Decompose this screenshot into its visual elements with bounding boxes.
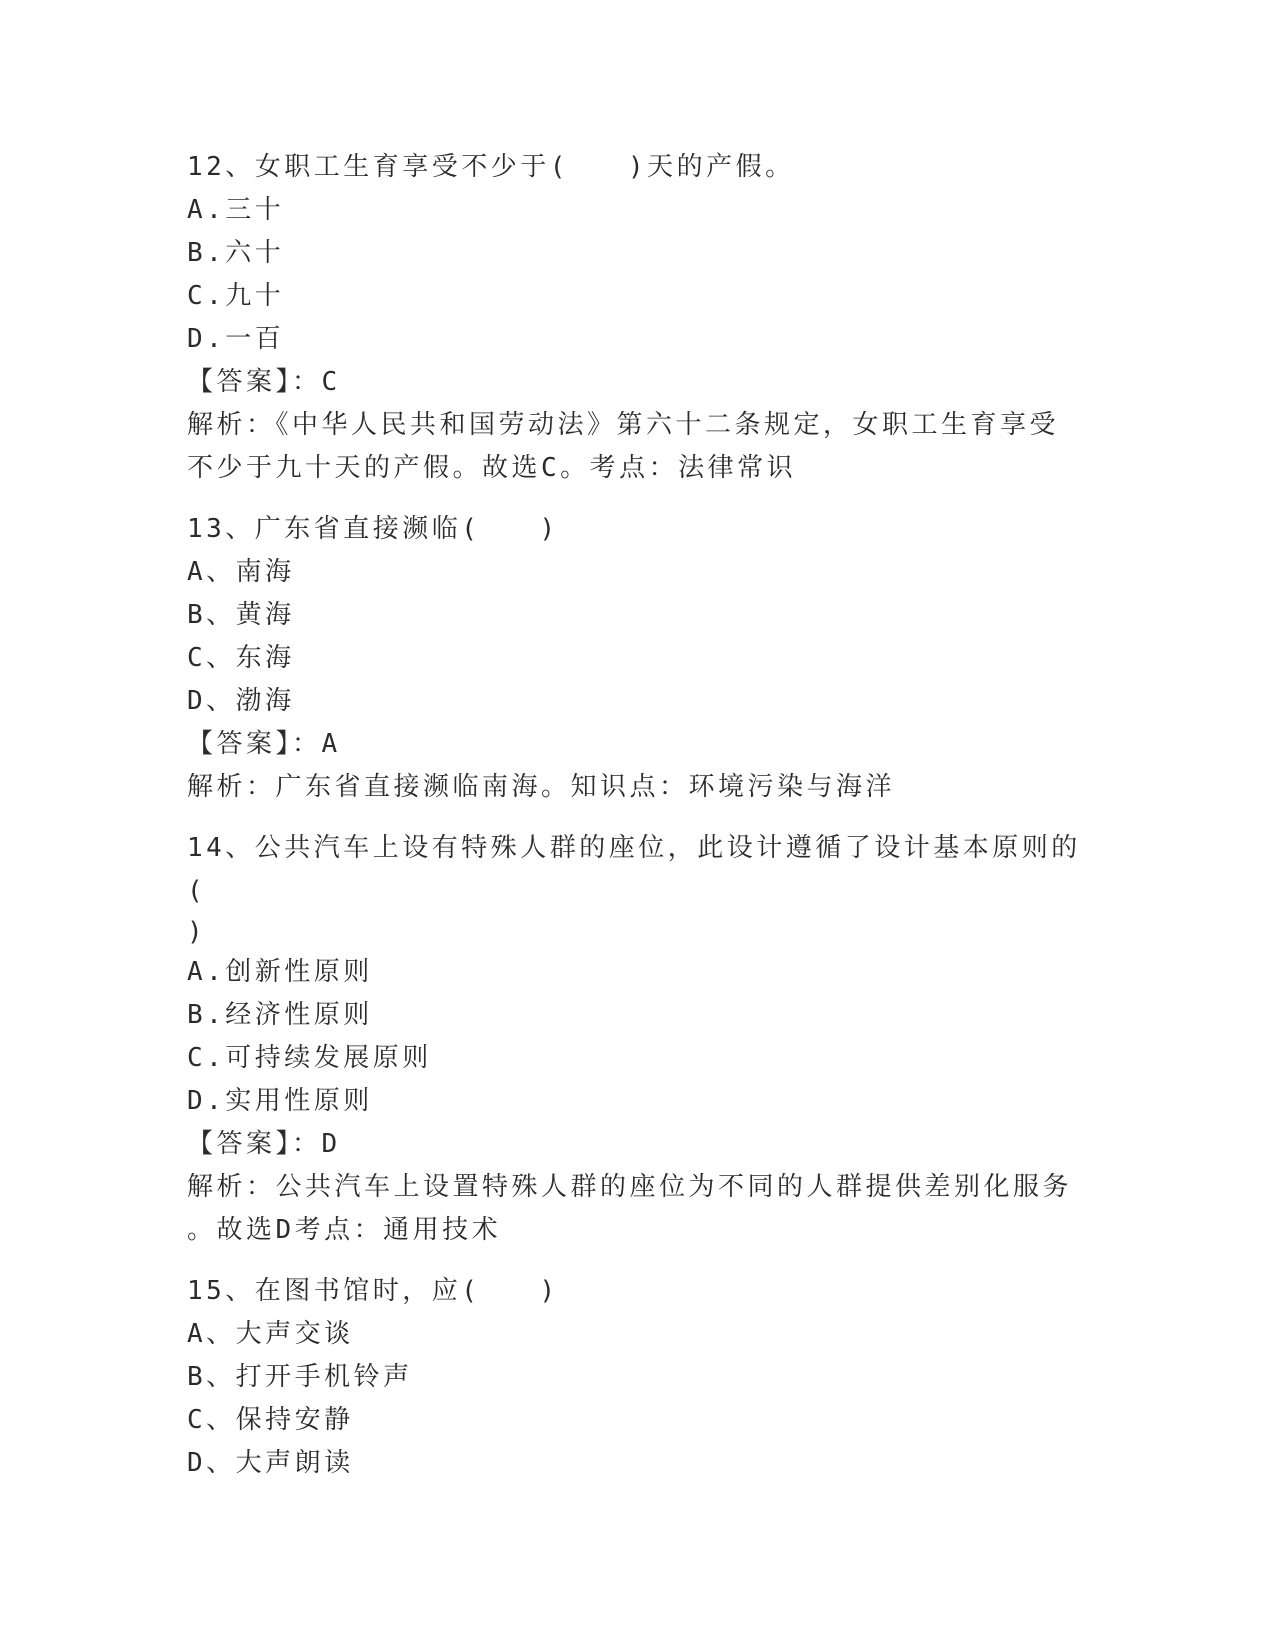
answer-line: 【答案】：C bbox=[187, 367, 341, 397]
question-stem: 13、广东省直接濒临( ) bbox=[187, 514, 559, 544]
document-page bbox=[187, 146, 1087, 1485]
question-stem-continuation: ) bbox=[187, 917, 207, 947]
question-15 bbox=[187, 1270, 1087, 1485]
option-d: D、大声朗读 bbox=[187, 1448, 354, 1478]
option-c: C、东海 bbox=[187, 643, 295, 673]
option-a: A、大声交谈 bbox=[187, 1319, 354, 1349]
option-b: B、打开手机铃声 bbox=[187, 1362, 413, 1392]
option-c: C.九十 bbox=[187, 281, 285, 311]
question-stem: 15、在图书馆时，应( ) bbox=[187, 1276, 559, 1306]
question-13 bbox=[187, 508, 1087, 809]
option-b: B.六十 bbox=[187, 238, 285, 268]
question-12 bbox=[187, 146, 1087, 490]
option-b: B、黄海 bbox=[187, 600, 295, 630]
answer-line: 【答案】：D bbox=[187, 1129, 341, 1159]
option-c: C、保持安静 bbox=[187, 1405, 354, 1435]
question-14 bbox=[187, 827, 1087, 1252]
question-stem: 12、女职工生育享受不少于( )天的产假。 bbox=[187, 152, 795, 182]
option-d: D、渤海 bbox=[187, 686, 295, 716]
analysis-line-1: 解析：广东省直接濒临南海。知识点：环境污染与海洋 bbox=[187, 772, 896, 802]
analysis-line-2: 不少于九十天的产假。故选C。考点：法律常识 bbox=[187, 453, 797, 483]
option-a: A、南海 bbox=[187, 557, 295, 587]
analysis-line-1: 解析：公共汽车上设置特殊人群的座位为不同的人群提供差别化服务 bbox=[187, 1172, 1073, 1202]
option-a: A.创新性原则 bbox=[187, 957, 373, 987]
option-b: B.经济性原则 bbox=[187, 1000, 373, 1030]
option-d: D.实用性原则 bbox=[187, 1086, 373, 1116]
answer-line: 【答案】：A bbox=[187, 729, 341, 759]
option-a: A.三十 bbox=[187, 195, 285, 225]
option-d: D.一百 bbox=[187, 324, 285, 354]
option-c: C.可持续发展原则 bbox=[187, 1043, 432, 1073]
question-stem: 14、公共汽车上设有特殊人群的座位，此设计遵循了设计基本原则的( bbox=[187, 833, 1081, 906]
analysis-line-1: 解析：《中华人民共和国劳动法》第六十二条规定，女职工生育享受 bbox=[187, 410, 1060, 440]
analysis-line-2: 。故选D考点：通用技术 bbox=[187, 1215, 502, 1245]
